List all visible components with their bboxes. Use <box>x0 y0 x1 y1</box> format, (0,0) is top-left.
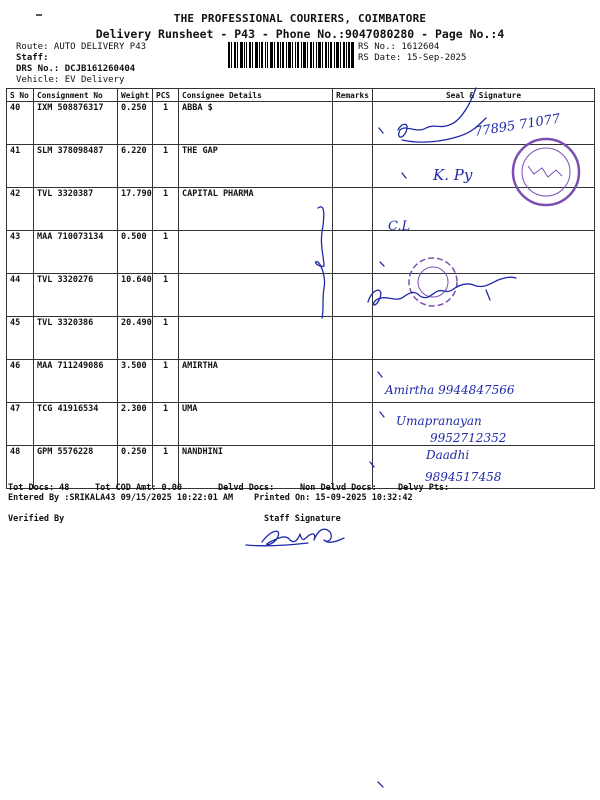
staff-label: Staff: <box>16 53 49 63</box>
cell-sno: 42 <box>7 188 34 231</box>
cell-consignee: AMIRTHA <box>179 360 333 403</box>
signature-row-47 <box>380 412 506 445</box>
handwritten-phone-40: 77895 71077 <box>473 111 562 140</box>
cell-consignment: TVL 3320387 <box>34 188 118 231</box>
company-stamp <box>513 139 579 205</box>
col-consignment: Consignment No <box>34 89 118 102</box>
cell-pcs: 1 <box>153 102 179 145</box>
rs-date: RS Date: 15-Sep-2025 <box>358 53 467 63</box>
cell-sno: 41 <box>7 145 34 188</box>
handwritten-initials-43: C.L <box>388 219 411 234</box>
handwritten-name-48: Daadhi <box>426 448 470 462</box>
signature-rows-44-45 <box>368 258 516 306</box>
cell-sno: 40 <box>7 102 34 145</box>
staff-signature-label: Staff Signature <box>264 514 341 524</box>
non-delivered-docs: Non Delvd Docs: <box>300 483 377 493</box>
cell-sno: 43 <box>7 231 34 274</box>
cell-consignee: NANDHINI <box>179 446 333 489</box>
cell-consignee: CAPITAL PHARMA <box>179 188 333 231</box>
cell-consignee: THE GAP <box>179 145 333 188</box>
entered-by: Entered By :SRIKALA43 09/15/2025 10:22:01 AM <box>8 493 234 503</box>
cell-sno: 48 <box>7 446 34 489</box>
cell-pcs: 1 <box>153 231 179 274</box>
col-weight: Weight <box>118 89 153 102</box>
handwritten-phone-48: 9894517458 <box>425 470 502 484</box>
cell-weight: 10.640 <box>118 274 153 317</box>
signature-row-46 <box>378 372 515 397</box>
cell-pcs: 1 <box>153 274 179 317</box>
signature-row-40 <box>379 88 562 142</box>
cell-consignment: SLM 378098487 <box>34 145 118 188</box>
cell-consignment: TVL 3320276 <box>34 274 118 317</box>
signature-row-48 <box>370 448 502 484</box>
cell-consignment: MAA 710073134 <box>34 231 118 274</box>
handwritten-name-47: Umapranayan <box>396 414 482 428</box>
cell-weight: 2.300 <box>118 403 153 446</box>
col-seal-signature: Seal & Signature <box>373 89 595 102</box>
printed-on: Printed On: 15-09-2025 10:32:42 <box>254 493 413 503</box>
cell-consignment: TVL 3320386 <box>34 317 118 360</box>
cell-sno: 44 <box>7 274 34 317</box>
col-sno: S No <box>7 89 34 102</box>
col-pcs: PCS <box>153 89 179 102</box>
cell-weight: 0.250 <box>118 446 153 489</box>
cell-sno: 45 <box>7 317 34 360</box>
cell-pcs: 1 <box>153 446 179 489</box>
handwritten-name-41: K. Py <box>433 166 473 184</box>
delivery-points: Delvy Pts: <box>398 483 450 493</box>
handwritten-note-46: Amirtha 9944847566 <box>385 383 515 397</box>
cell-weight: 3.500 <box>118 360 153 403</box>
cell-consignee: UMA <box>179 403 333 446</box>
verified-by-label: Verified By <box>8 514 65 524</box>
total-docs: Tot Docs: 48 <box>8 483 70 493</box>
cell-weight: 20.490 <box>118 317 153 360</box>
signature-row-43 <box>316 207 411 318</box>
cell-weight: 0.500 <box>118 231 153 274</box>
staff-signature <box>246 529 344 546</box>
cell-sno: 47 <box>7 403 34 446</box>
cell-consignment: MAA 711249086 <box>34 360 118 403</box>
scan-mark <box>378 782 383 787</box>
cell-consignment: GPM 5576228 <box>34 446 118 489</box>
signature-row-41 <box>402 166 473 184</box>
cell-weight: 17.790 <box>118 188 153 231</box>
cell-consignment: TCG 41916534 <box>34 403 118 446</box>
route-label: Route: AUTO DELIVERY P43 <box>16 42 147 52</box>
handwritten-phone-47: 9952712352 <box>430 431 507 445</box>
cell-sno: 46 <box>7 360 34 403</box>
cell-pcs: 1 <box>153 188 179 231</box>
cell-consignment: IXM 508876317 <box>34 102 118 145</box>
cell-consignee: ABBA $ <box>179 102 333 145</box>
total-cod-amount: Tot COD Amt: 0.00 <box>95 483 182 493</box>
cell-pcs: 1 <box>153 317 179 360</box>
rs-number: RS No.: 1612604 <box>358 42 440 52</box>
drs-number: DRS No.: DCJB161260404 <box>16 64 136 74</box>
cell-pcs: 1 <box>153 403 179 446</box>
cell-weight: 0.250 <box>118 102 153 145</box>
cell-weight: 6.220 <box>118 145 153 188</box>
company-name: THE PROFESSIONAL COURIERS, COIMBATORE <box>173 12 427 25</box>
col-remarks: Remarks <box>333 89 373 102</box>
runsheet-title: Delivery Runsheet - P43 - Phone No.:9047080280 - Page No.:4 <box>95 27 505 41</box>
delivered-docs: Delvd Docs: <box>218 483 275 493</box>
cell-pcs: 1 <box>153 145 179 188</box>
cell-pcs: 1 <box>153 360 179 403</box>
vehicle-label: Vehicle: EV Delivery <box>16 75 125 85</box>
col-consignee: Consignee Details <box>179 89 333 102</box>
